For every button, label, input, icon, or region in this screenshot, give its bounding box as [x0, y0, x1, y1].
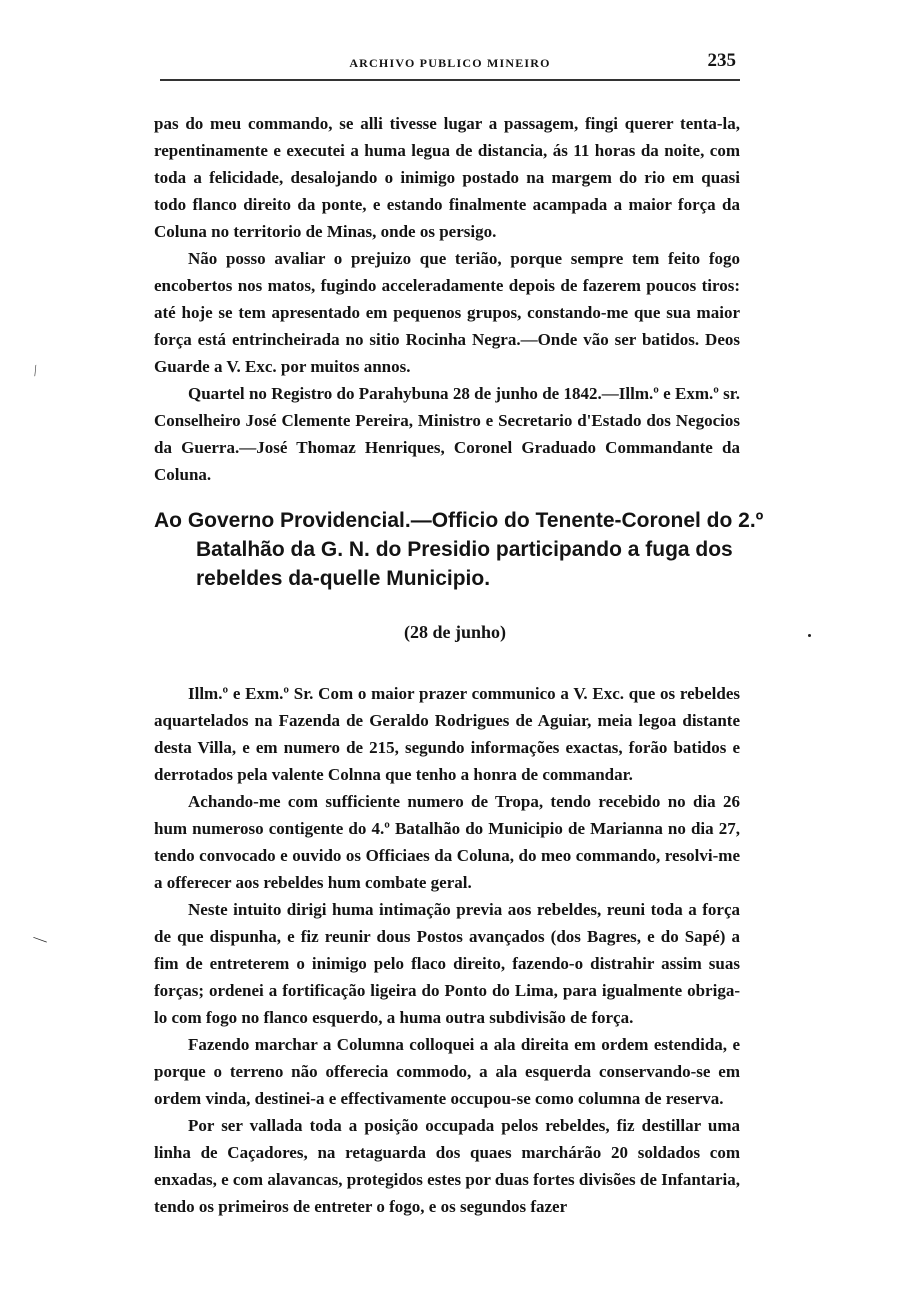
margin-mark: ⁄: [31, 364, 41, 379]
paragraph: pas do meu commando, se alli tivesse lugar a passagem, fingi querer tenta-la, repentinamente e executei a huma legua de distancia, ás 11 horas da noite, com toda a felicidade, desalojando o inimigo postado na margem do rio em quasi todo flanco direito da ponte, e estando finalmente acampada a maior força da Coluna no territorio de Minas, onde os persigo.: [154, 114, 740, 241]
letter-body: [154, 680, 740, 1220]
paragraph: Achando-me com sufficiente numero de Tropa, tendo recebido no dia 26 hum numeroso contigente do 4.º Batalhão do Municipio de Marianna no dia 27, tendo convocado e ouvido os Officiaes da Coluna, do meo commando, resolvi-me a offerecer aos rebeldes hum combate geral.: [154, 792, 740, 892]
paragraph: Por ser vallada toda a posição occupada pelos rebeldes, fiz destillar uma linha de Caçadores, na retaguarda dos quaes marchárão 20 soldados com enxadas, e com alavancas, protegidos estes por duas fortes divisões de Infantaria, tendo os primeiros de entreter o fogo, e os segundos fazer: [154, 1116, 740, 1216]
page-number: 235: [707, 50, 736, 71]
page-header: [160, 50, 740, 74]
header-rule: [160, 79, 740, 81]
section-date: (28 de junho): [403, 622, 506, 642]
paragraph: Fazendo marchar a Columna colloquei a ala direita em ordem estendida, e porque o terreno não offerecia commodo, a ala esquerda conservando-se em ordem vinda, destinei-a e effectivamente occupou-se como columna de reserva.: [154, 1035, 740, 1108]
paragraph: Neste intuito dirigi huma intimação previa aos rebeldes, reuni toda a força de que dispunha, e fiz reunir dous Postos avançados (dos Bagres, e do Sapé) a fim de entreterem o inimigo pelo flaco direito, fazendo-o distrahir assim suas forças; ordenei a fortificação ligeira do Ponto do Lima, para igualmente obriga-lo com fogo no flanco esquerdo, a huma outra subdivisão de força.: [154, 900, 740, 1027]
paragraph: Illm.º e Exm.º Sr. Com o maior prazer communico a V. Exc. que os rebeldes aquartelados na Fazenda de Geraldo Rodrigues de Aguiar, meia legoa distante desta Villa, e em numero de 215, segundo informações exactas, forão batidos e derrotados pela valente Colnna que tenho a honra de commandar.: [154, 684, 740, 784]
paragraph: Não posso avaliar o prejuizo que terião, porque sempre tem feito fogo encobertos nos matos, fugindo acceleradamente depois de fazerem poucos tiros: até hoje se tem apresentado em pequenos grupos, constando-me que sua maior força está entrincheirada no sitio Rocinha Negra.—Onde vão ser batidos. Deos Guarde a V. Exc. por muitos annos.: [154, 249, 740, 376]
section-heading: Ao Governo Providencial.—Officio do Tenente-Coronel do 2.º Batalhão da G. N. do Presidio participando a fuga dos rebeldes da-quelle Municipio.: [154, 509, 764, 590]
letter-continuation: [154, 110, 740, 488]
running-title: ARCHIVO PUBLICO MINEIRO: [349, 56, 551, 70]
paragraph: Quartel no Registro do Parahybuna 28 de junho de 1842.—Illm.º e Exm.º sr. Conselheiro José Clemente Pereira, Ministro e Secretario d'Estado dos Negocios da Guerra.—José Thomaz Henriques, Coronel Graduado Commandante da Coluna.: [154, 384, 740, 484]
page-speck: [808, 634, 811, 637]
margin-mark: —: [31, 930, 50, 949]
